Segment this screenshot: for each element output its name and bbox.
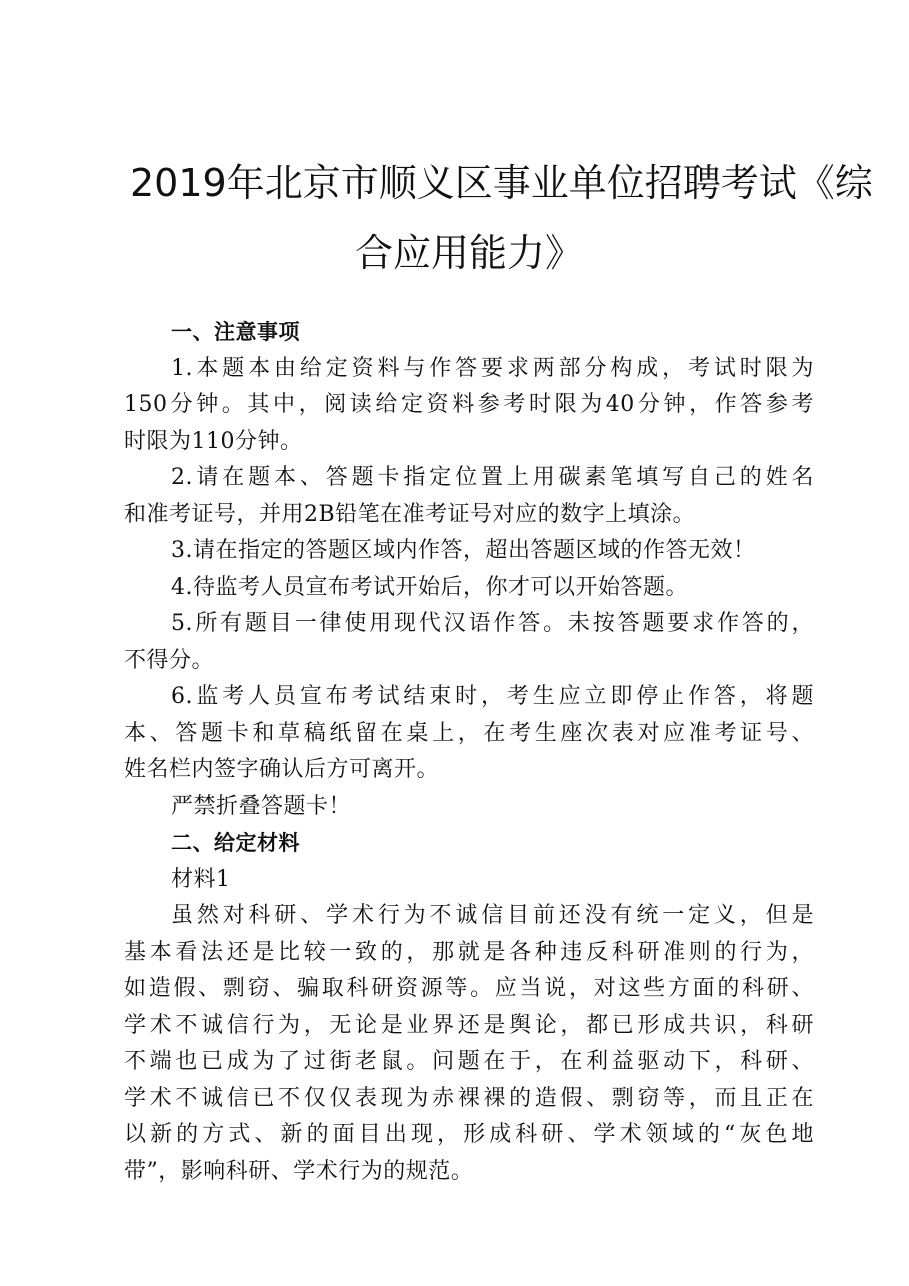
document-body bbox=[124, 314, 814, 1190]
notice-item-1-line-2: 150分钟。其中，阅读给定资料参考时限为40分钟，作答参考 bbox=[124, 392, 814, 417]
notice-item-2-line-2: 和准考证号，并用2B铅笔在准考证号对应的数字上填涂。 bbox=[124, 501, 696, 527]
section-heading-notes: 一、注意事项 bbox=[171, 320, 300, 344]
material-paragraph-line-1: 虽然对科研、学术行为不诚信目前还没有统一定义，但是 bbox=[171, 903, 814, 928]
material-paragraph-line-6: 学术不诚信已不仅仅表现为赤裸裸的造假、剽窃等，而且正在 bbox=[124, 1085, 814, 1111]
material-paragraph-line-5: 不端也已成为了过街老鼠。问题在于，在利益驱动下，科研、 bbox=[124, 1049, 814, 1074]
notice-item-4-line-1: 4.待监考人员宣布考试开始后，你才可以开始答题。 bbox=[171, 574, 688, 600]
notice-item-6-line-2: 本、答题卡和草稿纸留在桌上，在考生座次表对应准考证号、 bbox=[124, 720, 814, 746]
notice-item-1-line-1: 1.本题本由给定资料与作答要求两部分构成，考试时限为 bbox=[171, 355, 814, 381]
material-paragraph-line-2: 基本看法还是比较一致的，那就是各种违反科研准则的行为， bbox=[124, 939, 814, 965]
notice-item-2-line-1: 2.请在题本、答题卡指定位置上用碳素笔填写自己的姓名 bbox=[171, 465, 814, 490]
material-paragraph-line-7: 以新的方式、新的面目出现，形成科研、学术领域的“灰色地 bbox=[124, 1122, 814, 1147]
notice-item-3-line-1: 3.请在指定的答题区域内作答，超出答题区域的作答无效！ bbox=[171, 538, 756, 563]
material-paragraph-line-8: 带”，影响科研、学术行为的规范。 bbox=[124, 1158, 474, 1184]
notice-item-5-line-1: 5.所有题目一律使用现代汉语作答。未按答题要求作答的， bbox=[171, 611, 814, 636]
material-label: 材料1 bbox=[171, 866, 231, 892]
material-paragraph-line-3: 如造假、剽窃、骗取科研资源等。应当说，对这些方面的科研、 bbox=[124, 976, 814, 1001]
document-title-line-2: 合应用能力》 bbox=[355, 231, 584, 275]
notice-warning: 严禁折叠答题卡！ bbox=[171, 793, 352, 819]
material-paragraph-line-4: 学术不诚信行为，无论是业界还是舆论，都已形成共识，科研 bbox=[124, 1012, 814, 1038]
section-heading-materials: 二、给定材料 bbox=[171, 831, 300, 855]
notice-item-1-line-3: 时限为110分钟。 bbox=[124, 428, 303, 454]
notice-item-6-line-3: 姓名栏内签字确认后方可离开。 bbox=[124, 757, 440, 782]
notice-item-5-line-2: 不得分。 bbox=[124, 647, 215, 673]
notice-item-6-line-1: 6.监考人员宣布考试结束时，考生应立即停止作答，将题 bbox=[171, 684, 814, 709]
document-title-line-1: 2019年北京市顺义区事业单位招聘考试《综 bbox=[130, 161, 873, 205]
